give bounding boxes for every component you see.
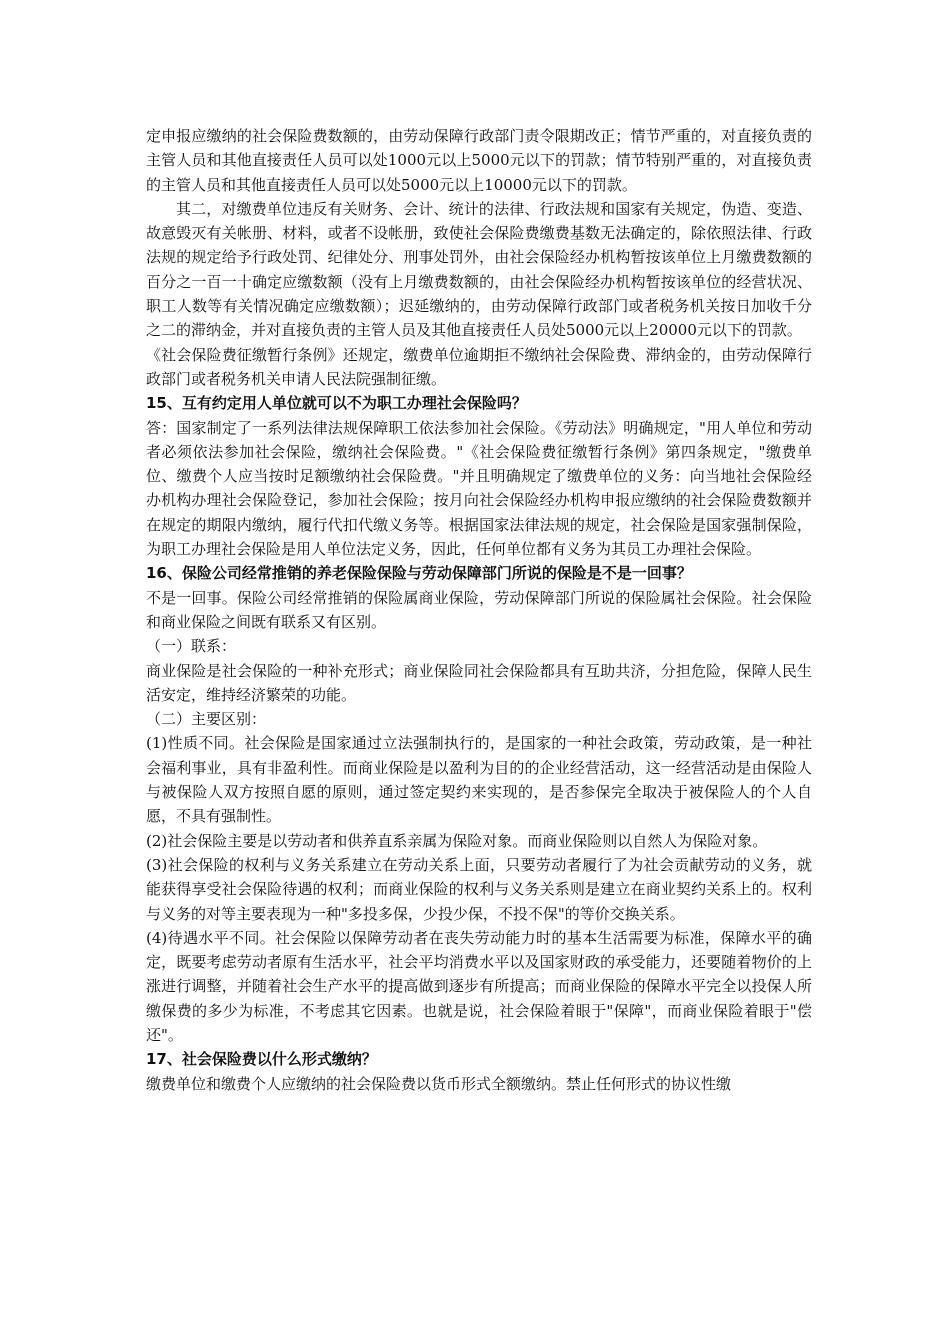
subsection-label: （一）联系： <box>146 637 237 656</box>
list-item: (3)社会保险的权利与义务关系建立在劳动关系上面，只要劳动者履行了为社会贡献劳动的义务，就能获得享受社会保险待遇的权利；而商业保险的权利与义务关系则是建立在商业契约关系上的。权利与义务的对等主要表现为一种"多投多保，少投少保，不投不保"的等价交换关系。 <box>146 855 812 923</box>
body-paragraph: 商业保险是社会保险的一种补充形式；商业保险同社会保险都具有互助共济，分担危险，保障人民生活安定，维持经济繁荣的功能。 <box>146 661 812 704</box>
subsection-label: （二）主要区别： <box>146 710 267 729</box>
body-paragraph: 不是一回事。保险公司经常推销的保险属商业保险，劳动保障部门所说的保险属社会保险。社会保险和商业保险之间既有联系又有区别。 <box>146 588 812 631</box>
body-paragraph: 答：国家制定了一系列法律法规保障职工依法参加社会保险。《劳动法》明确规定，"用人单位和劳动者必须依法参加社会保险，缴纳社会保险费。"《社会保险费征缴暂行条例》第四条规定，"缴费单位、缴费个人应当按时足额缴纳社会保险费。"并且明确规定了缴费单位的义务：向当地社会保险经办机构办理社会保险登记，参加社会保险；按月向社会保险经办机构申报应缴纳的社会保险费数额并在规定的期限内缴纳，履行代扣代缴义务等。根据国家法律法规的规定，社会保险是国家强制保险，为职工办理社会保险是用人单位法定义务，因此，任何单位都有义务为其员工办理社会保险。 <box>146 418 812 559</box>
body-paragraph: 《社会保险费征缴暂行条例》还规定，缴费单位逾期拒不缴纳社会保险费、滞纳金的，由劳动保障行政部门或者税务机关申请人民法院强制征缴。 <box>146 345 812 388</box>
list-item: (4)待遇水平不同。社会保险以保障劳动者在丧失劳动能力时的基本生活需要为标准，保障水平的确定，既要考虑劳动者原有生活水平，社会平均消费水平以及国家财政的承受能力，还要随着物价的上涨进行调整，并随着社会生产水平的提高做到逐步有所提高；而商业保险的保障水平完全以投保人所缴保费的多少为标准，不考虑其它因素。也就是说，社会保险着眼于"保障"，而商业保险着眼于"偿还"。 <box>146 928 812 1044</box>
document-page <box>146 124 812 1096</box>
list-item: (1)性质不同。社会保险是国家通过立法强制执行的，是国家的一种社会政策，劳动政策，是一种社会福利事业，具有非盈利性。而商业保险是以盈利为目的的企业经营活动，这一经营活动是由保险人与被保险人双方按照自愿的原则，通过签定契约来实现的，是否参保完全取决于被保险人的个人自愿，不具有强制性。 <box>146 734 812 826</box>
section-heading: 17、社会保险费以什么形式缴纳？ <box>146 1050 377 1069</box>
body-paragraph: 缴费单位和缴费个人应缴纳的社会保险费以货币形式全额缴纳。禁止任何形式的协议性缴 <box>146 1074 732 1093</box>
list-item: (2)社会保险主要是以劳动者和供养直系亲属为保险对象。而商业保险则以自然人为保险对象。 <box>146 831 768 850</box>
body-paragraph: 其二，对缴费单位违反有关财务、会计、统计的法律、行政法规和国家有关规定，伪造、变造、故意毁灭有关帐册、材料，或者不设帐册，致使社会保险费缴费基数无法确定的，除依照法律、行政法规的规定给予行政处罚、纪律处分、刑事处罚外，由社会保险经办机构暂按该单位上月缴费数额的百分之一百一十确定应缴数额（没有上月缴费数额的，由社会保险经办机构暂按该单位的经营状况、职工人数等有关情况确定应缴数额）；迟延缴纳的，由劳动保障行政部门或者税务机关按日加收千分之二的滞纳金，并对直接负责的主管人员及其他直接责任人员处5000元以上20000元以下的罚款。 <box>146 199 812 340</box>
section-heading: 15、互有约定用人单位就可以不为职工办理社会保险吗？ <box>146 394 527 413</box>
section-heading: 16、保险公司经常推销的养老保险保险与劳动保障部门所说的保险是不是一回事？ <box>146 564 692 583</box>
body-paragraph: 定申报应缴纳的社会保险费数额的，由劳动保障行政部门责令限期改正；情节严重的，对直接负责的主管人员和其他直接责任人员可以处1000元以上5000元以下的罚款；情节特别严重的，对直接负责的主管人员和其他直接责任人员可以处5000元以上10000元以下的罚款。 <box>146 127 812 194</box>
